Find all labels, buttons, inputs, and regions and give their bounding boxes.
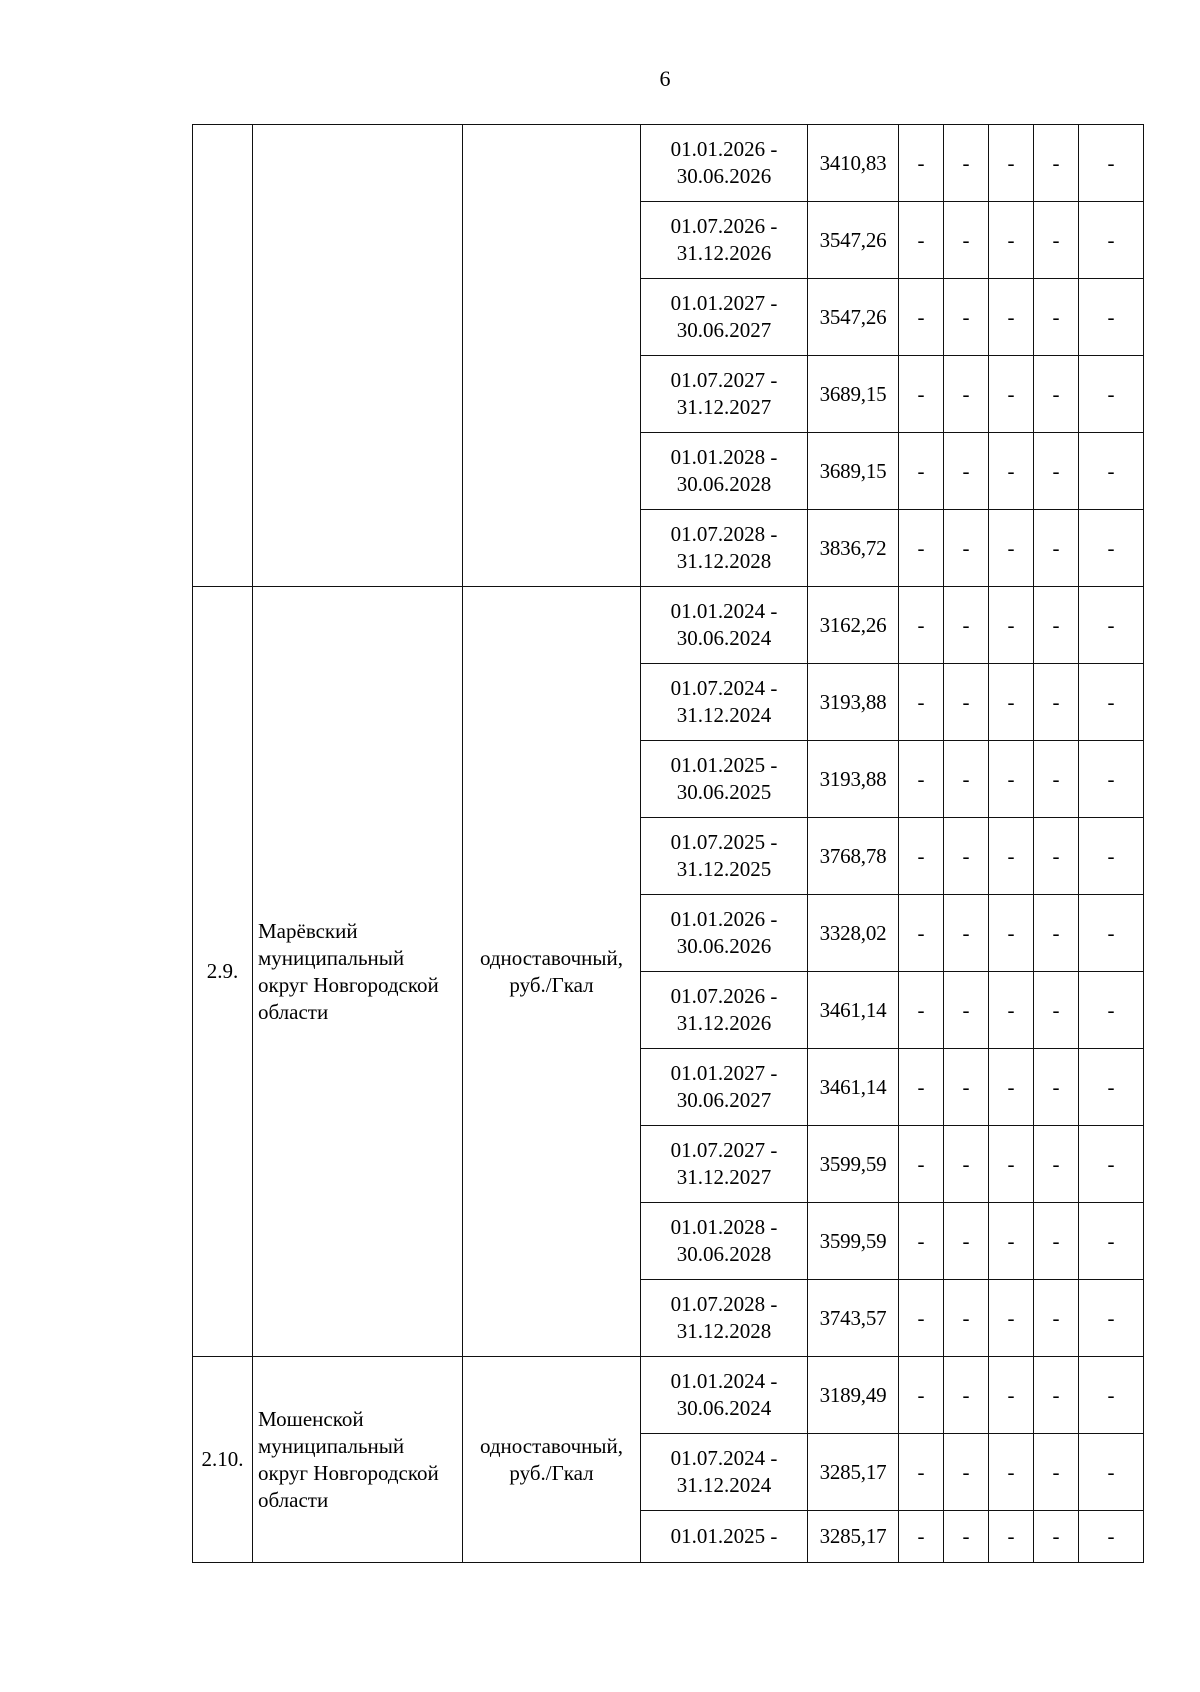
empty-value-dash: - — [1034, 972, 1079, 1049]
empty-value-dash: - — [989, 741, 1034, 818]
empty-value-dash: - — [899, 1203, 944, 1280]
empty-value-dash: - — [1034, 125, 1079, 202]
period-cell: 01.07.2025 - 31.12.2025 — [641, 818, 808, 895]
table-row — [193, 587, 1144, 664]
tariff-table — [192, 124, 1144, 1563]
empty-value-dash: - — [944, 818, 989, 895]
empty-value-dash: - — [1079, 510, 1144, 587]
tariff-value: 3193,88 — [808, 741, 899, 818]
empty-value-dash: - — [1079, 1434, 1144, 1511]
empty-value-dash: - — [989, 1126, 1034, 1203]
tariff-value: 3285,17 — [808, 1511, 899, 1563]
item-number: 2.9. — [193, 587, 253, 1357]
empty-value-dash: - — [899, 1357, 944, 1434]
empty-value-dash: - — [899, 818, 944, 895]
empty-value-dash: - — [1034, 1511, 1079, 1563]
tariff-value: 3193,88 — [808, 664, 899, 741]
empty-value-dash: - — [944, 972, 989, 1049]
empty-value-dash: - — [1034, 1357, 1079, 1434]
empty-value-dash: - — [1034, 1203, 1079, 1280]
empty-value-dash: - — [1034, 510, 1079, 587]
period-cell: 01.01.2027 - 30.06.2027 — [641, 279, 808, 356]
empty-value-dash: - — [1079, 356, 1144, 433]
period-cell: 01.01.2028 - 30.06.2028 — [641, 433, 808, 510]
tariff-value: 3461,14 — [808, 972, 899, 1049]
empty-value-dash: - — [1034, 741, 1079, 818]
empty-value-dash: - — [944, 587, 989, 664]
empty-value-dash: - — [1034, 895, 1079, 972]
empty-value-dash: - — [899, 1434, 944, 1511]
empty-value-dash: - — [899, 279, 944, 356]
empty-value-dash: - — [899, 741, 944, 818]
period-cell: 01.01.2026 - 30.06.2026 — [641, 895, 808, 972]
empty-value-dash: - — [989, 510, 1034, 587]
empty-value-dash: - — [944, 664, 989, 741]
empty-value-dash: - — [1034, 1126, 1079, 1203]
empty-value-dash: - — [944, 1357, 989, 1434]
empty-value-dash: - — [1034, 433, 1079, 510]
empty-value-dash: - — [1079, 433, 1144, 510]
empty-value-dash: - — [944, 1049, 989, 1126]
empty-value-dash: - — [899, 1126, 944, 1203]
empty-value-dash: - — [989, 1434, 1034, 1511]
empty-value-dash: - — [1079, 587, 1144, 664]
empty-value-dash: - — [1079, 972, 1144, 1049]
empty-value-dash: - — [989, 1357, 1034, 1434]
tariff-value: 3162,26 — [808, 587, 899, 664]
empty-value-dash: - — [989, 356, 1034, 433]
empty-value-dash: - — [1079, 1280, 1144, 1357]
empty-value-dash: - — [944, 1434, 989, 1511]
empty-value-dash: - — [899, 972, 944, 1049]
empty-value-dash: - — [1079, 1357, 1144, 1434]
empty-value-dash: - — [989, 587, 1034, 664]
period-cell: 01.07.2027 - 31.12.2027 — [641, 1126, 808, 1203]
empty-value-dash: - — [899, 1511, 944, 1563]
empty-value-dash: - — [989, 895, 1034, 972]
period-cell: 01.01.2025 - 30.06.2025 — [641, 741, 808, 818]
tariff-value: 3547,26 — [808, 279, 899, 356]
empty-value-dash: - — [899, 1280, 944, 1357]
period-cell: 01.07.2026 - 31.12.2026 — [641, 972, 808, 1049]
empty-value-dash: - — [989, 202, 1034, 279]
empty-value-dash: - — [1079, 125, 1144, 202]
period-cell: 01.07.2028 - 31.12.2028 — [641, 1280, 808, 1357]
tariff-value: 3689,15 — [808, 433, 899, 510]
empty-value-dash: - — [1034, 1049, 1079, 1126]
empty-value-dash: - — [989, 1049, 1034, 1126]
page-number: 6 — [659, 66, 671, 91]
municipality-name: Мошенской муниципальный округ Новгородской области — [253, 1357, 463, 1563]
municipality-name: Марёвский муниципальный округ Новгородской области — [253, 587, 463, 1357]
empty-value-dash: - — [944, 741, 989, 818]
empty-value-dash: - — [899, 433, 944, 510]
tariff-value: 3836,72 — [808, 510, 899, 587]
empty-value-dash: - — [1079, 202, 1144, 279]
tariff-value: 3689,15 — [808, 356, 899, 433]
empty-value-dash: - — [944, 1203, 989, 1280]
empty-value-dash: - — [1034, 202, 1079, 279]
empty-value-dash: - — [944, 125, 989, 202]
empty-value-dash: - — [989, 433, 1034, 510]
empty-value-dash: - — [1034, 356, 1079, 433]
empty-value-dash: - — [1034, 664, 1079, 741]
empty-value-dash: - — [899, 895, 944, 972]
empty-value-dash: - — [899, 664, 944, 741]
empty-value-dash: - — [1079, 664, 1144, 741]
period-cell: 01.01.2024 - 30.06.2024 — [641, 1357, 808, 1434]
period-cell: 01.01.2024 - 30.06.2024 — [641, 587, 808, 664]
empty-value-dash: - — [1034, 279, 1079, 356]
empty-value-dash: - — [989, 279, 1034, 356]
empty-value-dash: - — [1034, 818, 1079, 895]
tariff-value: 3285,17 — [808, 1434, 899, 1511]
period-cell: 01.07.2024 - 31.12.2024 — [641, 664, 808, 741]
empty-value-dash: - — [1079, 1049, 1144, 1126]
empty-value-dash: - — [1079, 1203, 1144, 1280]
tariff-type: одноставочный, руб./Гкал — [463, 1357, 641, 1563]
item-number — [193, 125, 253, 587]
empty-value-dash: - — [899, 356, 944, 433]
item-number: 2.10. — [193, 1357, 253, 1563]
empty-value-dash: - — [1079, 895, 1144, 972]
period-cell: 01.07.2028 - 31.12.2028 — [641, 510, 808, 587]
empty-value-dash: - — [899, 125, 944, 202]
period-cell: 01.01.2028 - 30.06.2028 — [641, 1203, 808, 1280]
tariff-value: 3461,14 — [808, 1049, 899, 1126]
period-cell: 01.07.2024 - 31.12.2024 — [641, 1434, 808, 1511]
empty-value-dash: - — [1079, 1126, 1144, 1203]
empty-value-dash: - — [989, 664, 1034, 741]
empty-value-dash: - — [899, 202, 944, 279]
empty-value-dash: - — [899, 587, 944, 664]
empty-value-dash: - — [944, 510, 989, 587]
tariff-value: 3599,59 — [808, 1126, 899, 1203]
empty-value-dash: - — [944, 433, 989, 510]
period-cell: 01.01.2025 - — [641, 1511, 808, 1563]
period-cell: 01.01.2026 - 30.06.2026 — [641, 125, 808, 202]
empty-value-dash: - — [944, 1280, 989, 1357]
tariff-value: 3189,49 — [808, 1357, 899, 1434]
empty-value-dash: - — [1079, 741, 1144, 818]
tariff-type — [463, 125, 641, 587]
tariff-type: одноставочный, руб./Гкал — [463, 587, 641, 1357]
tariff-value: 3547,26 — [808, 202, 899, 279]
tariff-value: 3743,57 — [808, 1280, 899, 1357]
empty-value-dash: - — [944, 895, 989, 972]
tariff-value: 3410,83 — [808, 125, 899, 202]
empty-value-dash: - — [1079, 818, 1144, 895]
empty-value-dash: - — [989, 818, 1034, 895]
table-row — [193, 1357, 1144, 1434]
empty-value-dash: - — [944, 279, 989, 356]
empty-value-dash: - — [899, 1049, 944, 1126]
empty-value-dash: - — [1034, 587, 1079, 664]
empty-value-dash: - — [1079, 1511, 1144, 1563]
empty-value-dash: - — [944, 202, 989, 279]
empty-value-dash: - — [944, 1511, 989, 1563]
empty-value-dash: - — [944, 356, 989, 433]
empty-value-dash: - — [944, 1126, 989, 1203]
table-row — [193, 125, 1144, 202]
tariff-value: 3768,78 — [808, 818, 899, 895]
empty-value-dash: - — [989, 125, 1034, 202]
empty-value-dash: - — [1079, 279, 1144, 356]
empty-value-dash: - — [989, 1280, 1034, 1357]
empty-value-dash: - — [899, 510, 944, 587]
empty-value-dash: - — [989, 1511, 1034, 1563]
period-cell: 01.07.2026 - 31.12.2026 — [641, 202, 808, 279]
empty-value-dash: - — [989, 1203, 1034, 1280]
tariff-body — [193, 125, 1144, 1563]
period-cell: 01.01.2027 - 30.06.2027 — [641, 1049, 808, 1126]
municipality-name — [253, 125, 463, 587]
empty-value-dash: - — [989, 972, 1034, 1049]
period-cell: 01.07.2027 - 31.12.2027 — [641, 356, 808, 433]
empty-value-dash: - — [1034, 1434, 1079, 1511]
tariff-value: 3599,59 — [808, 1203, 899, 1280]
tariff-value: 3328,02 — [808, 895, 899, 972]
empty-value-dash: - — [1034, 1280, 1079, 1357]
